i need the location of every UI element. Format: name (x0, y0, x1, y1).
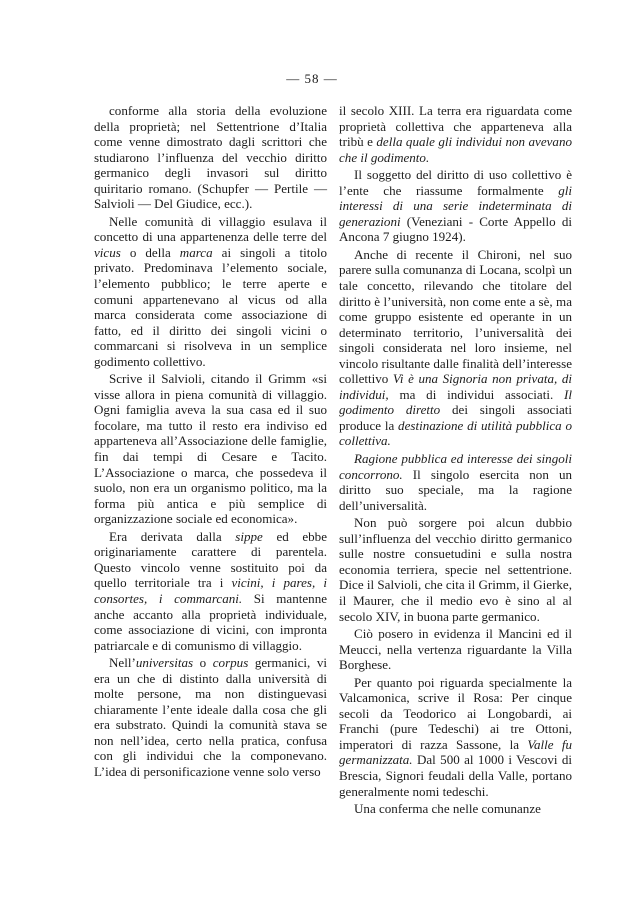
text-segment: Il singolo esercita non un diritto suo speciale, ma la ragione dell’universalità. (339, 466, 572, 513)
paragraph (339, 103, 572, 165)
italic-text: della quale gli individui non avevano che il godimento. (339, 134, 572, 165)
paragraph (94, 655, 327, 779)
italic-text: Valle fu germanizzata. (339, 736, 572, 768)
right-text-column (339, 103, 572, 817)
text-segment: Si mantenne anche accanto alla proprietà individuale, come associazione di vicini, con impronta patriarcale e di comunismo di villaggio. (94, 590, 328, 653)
italic-text: sippe (235, 528, 263, 544)
paragraph (339, 801, 572, 817)
text-segment: Scrive il Salvioli, citando il Grimm «si visse allora in piena comunità di villaggio. Ogni famiglia aveva la sua casa ed il suo focolare, ma tutto il resto era indiviso ed apparteneva all’Associazione delle famiglie, fin dai tempi di Cesare e Tacito. L’Associazione o marca, che possedeva il suolo, non era un organismo politico, ma la forma più antica e più semplice di organizzazione sociale ed economica». (94, 371, 327, 527)
paragraph (94, 371, 327, 526)
text-segment: Una conferma che nelle comunanze (354, 801, 541, 817)
text-segment: Il soggetto del diritto di uso collettivo è l’ente che riassume formalmente (339, 167, 572, 198)
italic-text: corpus (212, 655, 249, 671)
paragraph (94, 103, 327, 212)
text-segment: Era derivata dalla (109, 528, 236, 544)
paragraph (94, 529, 327, 653)
text-segment: o (193, 655, 213, 671)
italic-text: universitas (135, 655, 194, 671)
text-segment: il secolo XIII. La terra era riguardata come proprietà collettiva che apparteneva alla tribù e (339, 103, 572, 150)
text-segment: Dal 500 al 1000 i Vescovi di Brescia, Signori feudali della Valle, portano generalmente nomi tedeschi. (339, 752, 572, 799)
text-segment: o della (120, 244, 180, 260)
text-segment: (Veneziani - Corte Appello di Ancona 7 giugno 1924). (339, 213, 572, 245)
text-segment: germanici, vi era un che di distinto dalla università di molte persone, ma non distinguevasi chiaramente l’ente ideale dalla cosa che gli era substrato. Quindi la comunità stava se non nell’idea, certo nella pratica, confusa con gli individui che la componevano. L’idea di personificazione venne solo verso (94, 655, 327, 779)
italic-text: marca (179, 244, 213, 260)
italic-text: vicini, i pares, i consortes, i commarcani. (94, 575, 327, 606)
text-segment: Per quanto poi riguarda specialmente la Valcamonica, scrive il Rosa: Per cinque secoli da Teodorico ai Longobardi, ai Franchi (pure Tedeschi) ai tre Ottoni, imperatori di razza Sassone, la (339, 674, 572, 752)
text-segment: ma di individui associati. (388, 386, 565, 402)
italic-text: Ragione pubblica ed interesse dei singoli concorrono. (339, 451, 572, 482)
text-segment: Anche di recente il Chironi, nel suo parere sulla comunanza di Locana, scolpì un tale concetto, rilevando che titolare del diritto è l’università, non come ente a sè, ma come gruppo esistente ed operante in un determinato territorio, l’universalità dei singoli considerata nel loro insieme, nel vincolo risultante dalle finalità dell’interesse collettivo (339, 246, 572, 387)
paragraph (339, 167, 572, 245)
paragraph (339, 247, 572, 449)
paragraph (339, 675, 572, 799)
text-segment: ai singoli a titolo privato. Predominava l’elemento sociale, l’elemento pubblico; le terre aperte e comuni appartenevano al vicus od alla marca considerata come associazione di fatto, ed il diritto dei singoli vicini o commarcani si risolveva in un semplice godimento collettivo. (94, 244, 327, 369)
paragraph (339, 515, 572, 624)
paragraph (94, 214, 327, 369)
text-segment: ed ebbe originariamente carattere di parentela. Questo vincolo venne sostituito poi da quello territoriale tra i (94, 528, 327, 591)
text-segment: dei singoli associati produce la (339, 402, 573, 433)
paragraph (339, 451, 572, 513)
text-segment: Ciò posero in evidenza il Mancini ed il Meucci, nella vertenza riguardante la Villa Borghese. (339, 626, 572, 673)
paragraph (339, 626, 572, 673)
page-number: — 58 — (286, 71, 338, 86)
italic-text: gli interessi di una serie indeterminata di generazioni (339, 182, 572, 229)
italic-text: vicus (94, 244, 121, 260)
text-segment: Nell’ (109, 655, 136, 671)
italic-text: Il godimento diretto (339, 386, 572, 418)
text-segment: Non può sorgere poi alcun dubbio sull’influenza del vecchio diritto germanico sulle nostre consuetudini e sulla nostra economia terriera, specie nel settentrione. Dice il Salvioli, che cita il Grimm, il Gierke, il Maurer, che il medio evo è sino al al secolo XIV, in buona parte germanico. (339, 515, 572, 624)
text-segment: Nelle comunità di villaggio esulava il concetto di una appartenenza delle terre del (94, 213, 327, 245)
italic-text: destinazione di utilità pubblica o collettiva. (339, 417, 572, 449)
left-text-column (94, 103, 327, 780)
text-segment: conforme alla storia della evoluzione della proprietà; nel Settentrione d’Italia come venne dimostrato dagli scrittori che studiarono l’influenza del vecchio diritto germanico degli invasori sul diritto quiritario romano. (Schupfer — Pertile — Salvioli — Del Giudice, ecc.). (94, 103, 327, 212)
italic-text: Vi è una Signoria non privata, di individui, (339, 371, 573, 402)
